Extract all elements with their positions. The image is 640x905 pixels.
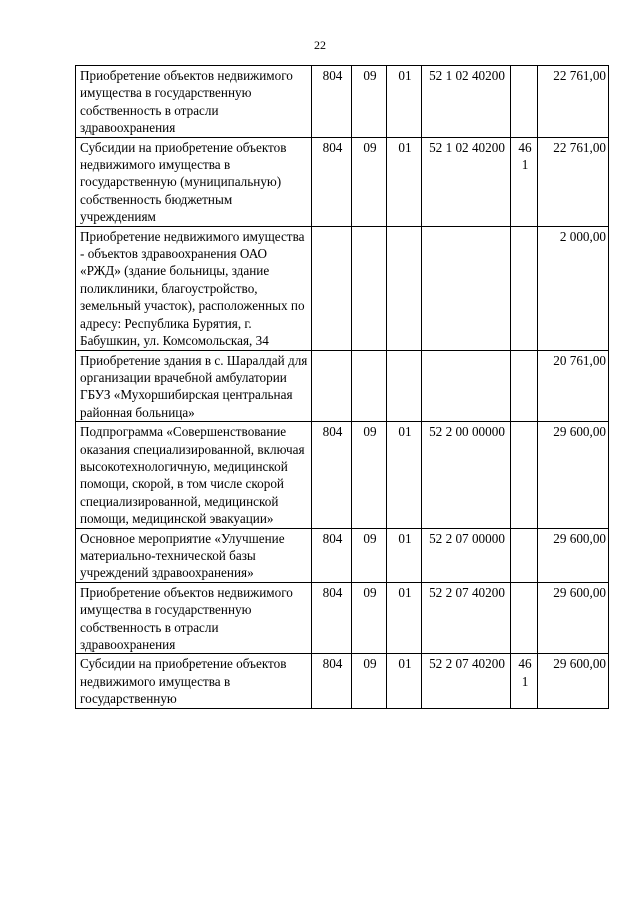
target-article-cell [422, 582, 511, 654]
target-article-text: 52 2 07 40200 [429, 656, 505, 672]
table-body [76, 66, 609, 709]
section-code-cell [352, 137, 387, 226]
table-row [76, 654, 609, 708]
amount-text: 29 600,00 [553, 424, 606, 440]
subsection-code-text: 01 [398, 424, 412, 440]
amount-cell [538, 66, 609, 138]
table-row [76, 137, 609, 226]
item-name-cell [76, 528, 312, 582]
section-code-cell [352, 528, 387, 582]
subsection-code-text: 01 [398, 584, 412, 600]
section-code-text: 09 [363, 68, 377, 83]
amount-cell [538, 582, 609, 654]
ministry-code-cell [312, 226, 352, 350]
expense-type-cell [511, 350, 538, 422]
target-article-cell [422, 528, 511, 582]
item-name-cell [76, 654, 312, 708]
section-code-text: 09 [363, 530, 377, 546]
amount-text: 22 761,00 [553, 139, 606, 155]
ministry-code-cell [312, 582, 352, 654]
target-article-text: 52 1 02 40200 [429, 139, 505, 155]
amount-cell [538, 350, 609, 422]
item-name-cell [76, 582, 312, 654]
target-article-cell [422, 654, 511, 708]
subsection-code-text: 01 [398, 68, 412, 83]
item-name-text: Приобретение объектов недвижимого имущества в государственную собственность в отрасли здравоохранения [80, 68, 293, 136]
target-article-cell [422, 66, 511, 138]
section-code-text: 09 [363, 424, 377, 440]
target-article-cell [422, 226, 511, 350]
item-name-text: Основное мероприятие «Улучшение материально-технической базы учреждений здравоохранения» [80, 530, 285, 581]
subsection-code-cell [387, 528, 422, 582]
item-name-cell [76, 350, 312, 422]
expense-type-cell [511, 66, 538, 138]
subsection-code-text: 01 [398, 656, 412, 672]
amount-text: 20 761,00 [553, 352, 606, 368]
budget-table [75, 65, 609, 709]
amount-text: 2 000,00 [559, 228, 606, 244]
section-code-cell [352, 350, 387, 422]
subsection-code-cell [387, 654, 422, 708]
subsection-code-cell [387, 137, 422, 226]
expense-type-cell [511, 654, 538, 708]
ministry-code-text: 804 [322, 584, 343, 600]
target-article-text: 52 1 02 40200 [429, 68, 505, 83]
table-row [76, 582, 609, 654]
subsection-code-cell [387, 226, 422, 350]
expense-type-cell [511, 137, 538, 226]
ministry-code-cell [312, 350, 352, 422]
subsection-code-cell [387, 66, 422, 138]
amount-text: 29 600,00 [553, 584, 606, 600]
ministry-code-cell [312, 137, 352, 226]
table-row [76, 350, 609, 422]
item-name-cell [76, 137, 312, 226]
target-article-text: 52 2 07 00000 [429, 530, 505, 546]
item-name-text: Подпрограмма «Совершенствование оказания специализированной, включая высокотехнологичную, медицинской помощи, скорой, в том числе скорой специализированной, медицинской помощи, медицинской эвакуации» [80, 424, 305, 527]
ministry-code-cell [312, 654, 352, 708]
expense-type-cell [511, 528, 538, 582]
item-name-text: Субсидии на приобретение объектов недвижимого имущества в государственную [80, 656, 287, 707]
section-code-text: 09 [363, 139, 377, 155]
target-article-text: 52 2 00 00000 [429, 424, 505, 440]
subsection-code-cell [387, 422, 422, 528]
section-code-text: 09 [363, 656, 377, 672]
subsection-code-cell [387, 582, 422, 654]
subsection-code-text: 01 [398, 530, 412, 546]
target-article-text: 52 2 07 40200 [429, 584, 505, 600]
amount-cell [538, 528, 609, 582]
ministry-code-text: 804 [322, 656, 343, 672]
ministry-code-text: 804 [322, 139, 343, 155]
section-code-cell [352, 422, 387, 528]
item-name-cell [76, 226, 312, 350]
item-name-text: Приобретение недвижимого имущества - объектов здравоохранения ОАО «РЖД» (здание больницы, здание поликлиники, благоустройство, земельный участок), расположенных по адресу: Республика Бурятия, г. Бабушкин, ул. Комсомольская, 34 [80, 228, 305, 349]
section-code-cell [352, 582, 387, 654]
section-code-cell [352, 66, 387, 138]
amount-text: 29 600,00 [553, 656, 606, 672]
target-article-cell [422, 350, 511, 422]
expense-type-text: 46 1 [518, 139, 532, 173]
expense-type-cell [511, 582, 538, 654]
expense-type-text: 46 1 [518, 656, 532, 689]
ministry-code-cell [312, 422, 352, 528]
amount-cell [538, 422, 609, 528]
target-article-cell [422, 137, 511, 226]
amount-cell [538, 137, 609, 226]
item-name-text: Приобретение здания в с. Шаралдай для организации врачебной амбулатории ГБУЗ «Мухоршибирская центральная районная больница» [80, 352, 308, 420]
amount-text: 29 600,00 [553, 530, 606, 546]
expense-type-cell [511, 422, 538, 528]
amount-cell [538, 226, 609, 350]
ministry-code-cell [312, 66, 352, 138]
item-name-cell [76, 422, 312, 528]
table-row [76, 66, 609, 138]
item-name-cell [76, 66, 312, 138]
section-code-cell [352, 654, 387, 708]
table-row [76, 528, 609, 582]
ministry-code-text: 804 [322, 530, 343, 546]
subsection-code-text: 01 [398, 139, 412, 155]
target-article-cell [422, 422, 511, 528]
ministry-code-cell [312, 528, 352, 582]
amount-text: 22 761,00 [553, 68, 606, 83]
expense-type-cell [511, 226, 538, 350]
amount-cell [538, 654, 609, 708]
table-row [76, 422, 609, 528]
table-row [76, 226, 609, 350]
section-code-text: 09 [363, 584, 377, 600]
ministry-code-text: 804 [322, 424, 343, 440]
item-name-text: Приобретение объектов недвижимого имущества в государственную собственность в отрасли здравоохранения [80, 584, 293, 652]
section-code-cell [352, 226, 387, 350]
page-number: 22 [314, 38, 326, 52]
subsection-code-cell [387, 350, 422, 422]
ministry-code-text: 804 [322, 68, 343, 83]
item-name-text: Субсидии на приобретение объектов недвижимого имущества в государственную (муниципальную) собственность бюджетным учреждениям [80, 139, 287, 225]
